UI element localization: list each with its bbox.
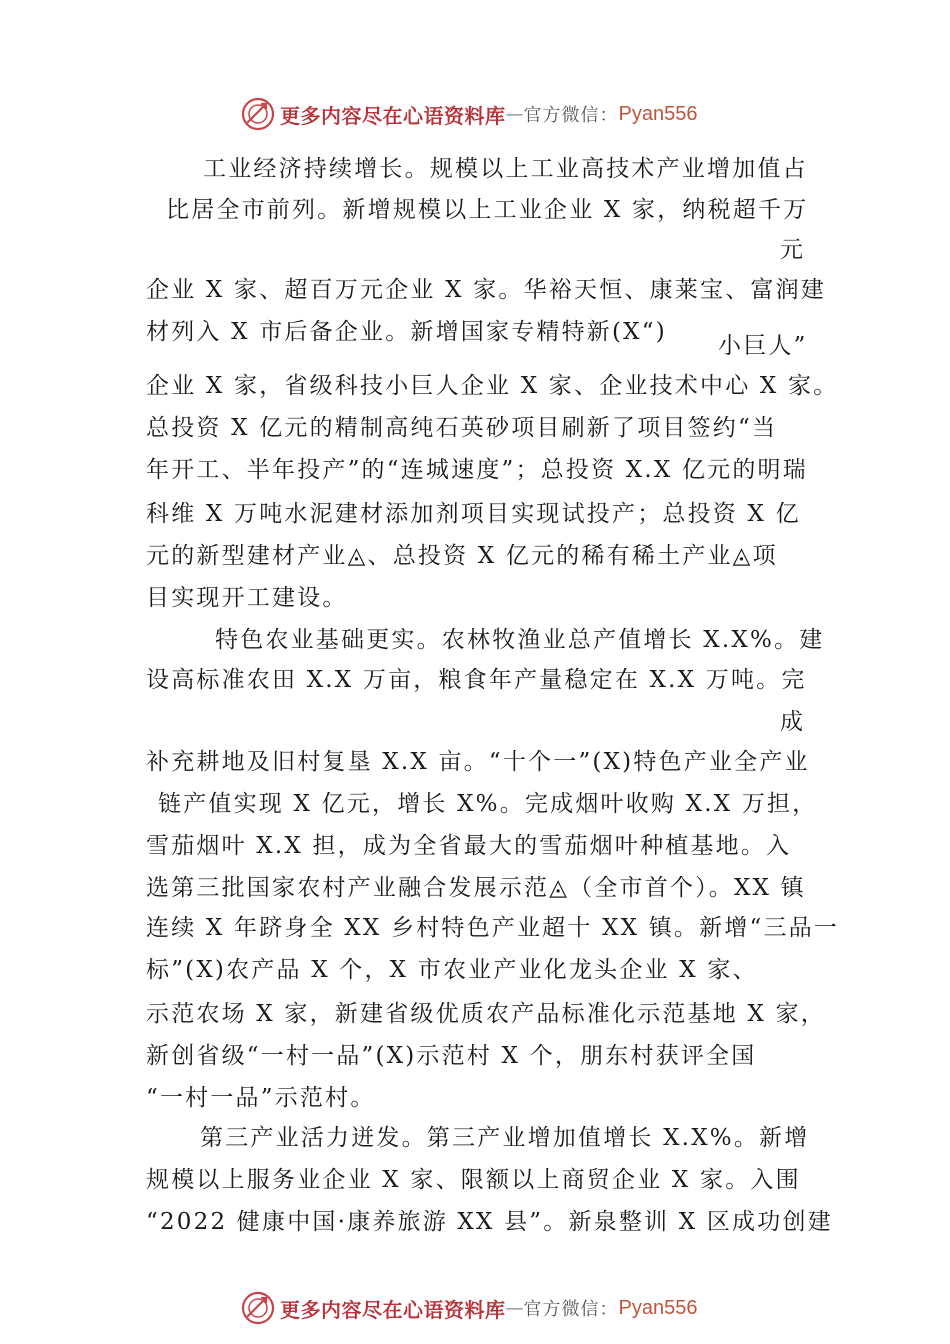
text-line: 元: [780, 237, 806, 263]
text-line: 材列入 X 市后备企业。新增国家专精特新(X“): [146, 319, 667, 345]
text-line: 特色农业基础更实。农林牧渔业总产值增长 X.X%。建: [215, 627, 825, 653]
text-line: “2022 健康中国·康养旅游 XX 县”。新泉整训 X 区成功创建: [146, 1209, 833, 1235]
text-line: 标”(X)农产品 X 个，X 市农业产业化龙头企业 X 家、: [146, 957, 758, 983]
banner-dash: —: [505, 103, 524, 125]
text-line: 新创省级“一村一品”(X)示范村 X 个，朋东村获评全国: [146, 1043, 757, 1069]
text-line: 雪茄烟叶 X.X 担，成为全省最大的雪茄烟叶种植基地。入: [146, 833, 792, 859]
text-line: 链产值实现 X 亿元，增长 X%。完成烟叶收购 X.X 万担，: [158, 791, 818, 817]
text-line: 示范农场 X 家，新建省级优质农产品标准化示范基地 X 家，: [146, 1001, 826, 1027]
footer-watermark: [240, 1288, 697, 1328]
text-line: 规模以上服务业企业 X 家、限额以上商贸企业 X 家。入围: [146, 1167, 801, 1193]
text-line: 企业 X 家、超百万元企业 X 家。华裕天恒、康莱宝、富润建: [146, 277, 826, 303]
brand-name: 更多内容尽在心语资料库: [280, 103, 506, 128]
text-line: 科维 X 万吨水泥建材添加剂项目实现试投产；总投资 X 亿: [146, 501, 801, 527]
text-line: 总投资 X 亿元的精制高纯石英砂项目刷新了项目签约“当: [146, 415, 778, 441]
text-line: 小巨人”: [718, 333, 808, 359]
wechat-label: 官方微信：: [523, 105, 619, 126]
header-watermark: [240, 94, 697, 134]
text-line: 成: [780, 709, 806, 735]
wechat-label: 官方微信：: [523, 1299, 619, 1320]
text-line: 元的新型建材产业◬、总投资 X 亿元的稀有稀土产业◬项: [146, 543, 778, 569]
brand-logo-icon: [240, 1290, 276, 1326]
wechat-handle: Pyan556: [618, 102, 698, 125]
text-line: 第三产业活力迸发。第三产业增加值增长 X.X%。新增: [200, 1125, 810, 1151]
text-line: 企业 X 家，省级科技小巨人企业 X 家、企业技术中心 X 家。: [146, 373, 839, 399]
text-line: 连续 X 年跻身全 XX 乡村特色产业超十 XX 镇。新增“三品一: [146, 915, 840, 941]
brand-logo-icon: [240, 96, 276, 132]
text-line: 工业经济持续增长。规模以上工业高技术产业增加值占: [203, 156, 808, 182]
text-line: 选第三批国家农村产业融合发展示范◬（全市首个）。XX 镇: [146, 875, 806, 901]
wechat-handle: Pyan556: [618, 1296, 698, 1319]
brand-name: 更多内容尽在心语资料库: [280, 1297, 506, 1322]
text-line: 年开工、半年投产”的“连城速度”；总投资 X.X 亿元的明瑞: [146, 457, 808, 483]
banner-dash: —: [505, 1297, 524, 1319]
text-line: 补充耕地及旧村复垦 X.X 亩。“十个一”(X)特色产业全产业: [146, 749, 810, 775]
text-line: “一村一品”示范村。: [146, 1085, 376, 1111]
text-line: 比居全市前列。新增规模以上工业企业 X 家，纳税超千万: [166, 197, 809, 223]
text-line: 目实现开工建设。: [146, 585, 348, 611]
text-line: 设高标准农田 X.X 万亩，粮食年产量稳定在 X.X 万吨。完: [146, 667, 807, 693]
